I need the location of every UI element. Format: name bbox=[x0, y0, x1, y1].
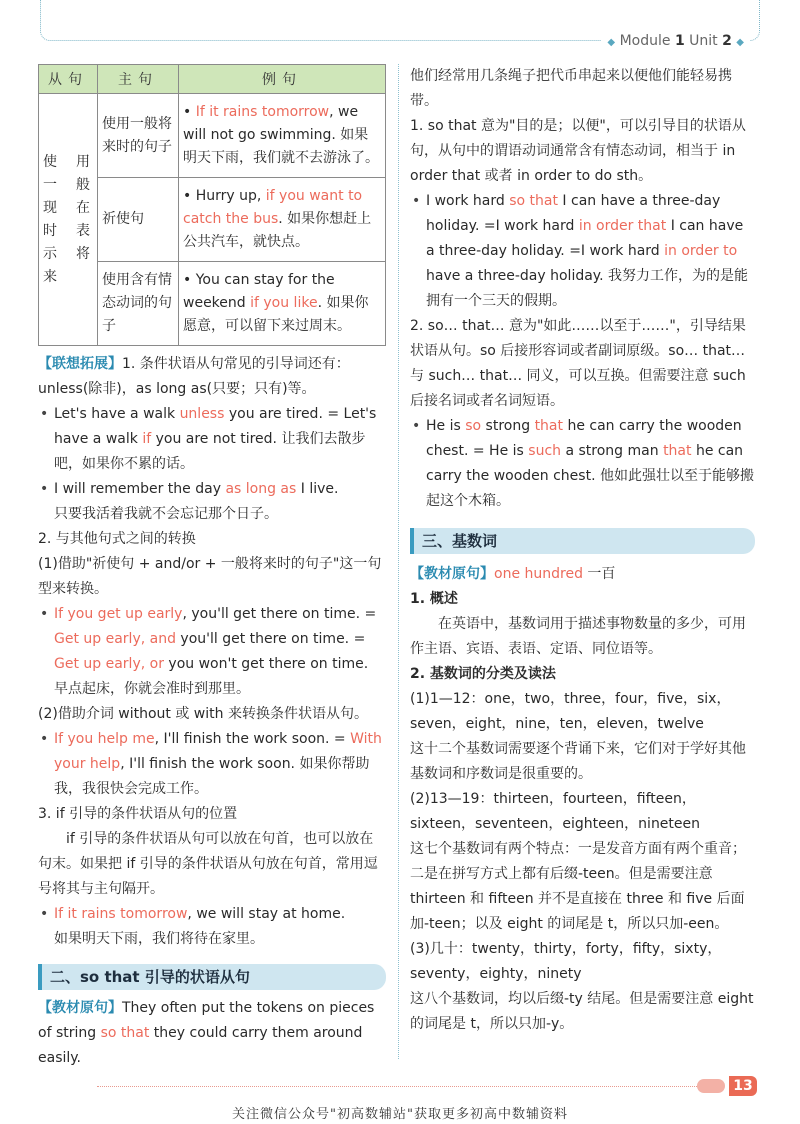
paragraph: 这十二个基数词需要逐个背诵下来，它们对于学好其他基数词和序数词是很重要的。 bbox=[410, 741, 746, 782]
example-item: • If you help me, I'll finish the work soon. = With your help, I'll finish the work soon. 如果你帮助我，我很快会完成工作。 bbox=[38, 727, 386, 802]
example-cell: • If it rains tomorrow, we will not go swimming. 如果明天下雨，我们就不去游泳了。 bbox=[179, 94, 386, 178]
source-sentence: 【教材原句】They often put the tokens on pieces of string so that they could carry them around easily. bbox=[38, 1000, 375, 1066]
column-divider bbox=[398, 64, 399, 1059]
example-cell: • Hurry up, if you want to catch the bus. 如果你想赶上公共汽车，就快点。 bbox=[179, 178, 386, 262]
example-item: • He is so strong that he can carry the wooden chest. = He is such a strong man that he can carry the wooden chest. 他如此强壮以至于能够搬起这个木箱。 bbox=[410, 414, 755, 514]
page-number: 13 bbox=[729, 1076, 757, 1096]
leaf-icon bbox=[697, 1079, 725, 1093]
point-heading: 3. if 引导的条件状语从句的位置 bbox=[38, 806, 238, 822]
section-heading: 三、基数词 bbox=[410, 528, 755, 554]
clause-cell: 使用一般现在时表示将来 bbox=[39, 94, 98, 346]
extension-note: 【联想拓展】1. 条件状语从句常见的引导词还有：unless(除非)，as long as(只要；只有)等。 bbox=[38, 356, 350, 397]
main-clause-cell: 使用一般将来时的句子 bbox=[98, 94, 179, 178]
paragraph: 这七个基数词有两个特点：一是发音方面有两个重音；二是在拼写方式上都有后缀-teen。但是需要注意 thirteen 和 fifteen 并不是直接在 three 和 five 后面加-teen；以及 eight 的词尾是 t，所以只加-een。 bbox=[410, 841, 746, 932]
example-item: • I will remember the day as long as I live. bbox=[38, 477, 386, 502]
table-header: 从句 bbox=[39, 65, 98, 94]
example-item: • If it rains tomorrow, we will stay at home. bbox=[38, 902, 386, 927]
footer-note: 关注微信公众号"初高数辅站"获取更多初高中数辅资料 bbox=[232, 1107, 568, 1122]
grammar-table bbox=[38, 64, 386, 346]
left-column bbox=[38, 64, 386, 1071]
paragraph: (1)1—12：one，two，three，four，five，six，seven，eight，nine，ten，eleven，twelve bbox=[410, 691, 731, 732]
main-clause-cell: 使用含有情态动词的句子 bbox=[98, 262, 179, 346]
paragraph: (3)几十：twenty，thirty，forty，fifty，sixty，seventy，eighty，ninety bbox=[410, 941, 722, 982]
table-header: 主句 bbox=[98, 65, 179, 94]
divider bbox=[97, 1086, 697, 1087]
source-sentence: 【教材原句】one hundred 一百 bbox=[410, 566, 616, 582]
point-text: if 引导的条件状语从句可以放在句首，也可以放在句末。如果把 if 引导的条件状语从句放在句首，常用逗号将其与主句隔开。 bbox=[38, 831, 378, 897]
point-text: (1)借助"祈使句 + and/or + 一般将来时的句子"这一句型来转换。 bbox=[38, 556, 382, 597]
example-translation: 如果明天下雨，我们将待在家里。 bbox=[54, 931, 264, 947]
sub-heading: 1. 概述 bbox=[410, 591, 458, 607]
paragraph: 这八个基数词，均以后缀-ty 结尾。但是需要注意 eight 的词尾是 t，所以只加-y。 bbox=[410, 991, 754, 1032]
point-text: 2. so… that… 意为"如此……以至于……"，引导结果状语从句。so 后接形容词或者副词原级。so… that… 与 such… that… 同义，可以互换。但需要注意 such 后接名词或者名词短语。 bbox=[410, 318, 746, 409]
module-unit-label: ◆ Module 1 Unit 2 ◆ bbox=[601, 33, 750, 49]
example-item: • If you get up early, you'll get there on time. = Get up early, and you'll get there on time. = Get up early, or you won't get there on time. 早点起床，你就会准时到那里。 bbox=[38, 602, 386, 702]
example-cell: • You can stay for the weekend if you like. 如果你愿意，可以留下来过周末。 bbox=[179, 262, 386, 346]
paragraph: (2)13—19：thirteen，fourteen，fifteen，sixteen，seventeen，eighteen，nineteen bbox=[410, 791, 701, 832]
example-item: • I work hard so that I can have a three-day holiday. =I work hard in order that I can have a three-day holiday. =I work hard in order to have a three-day holiday. 我努力工作，为的是能拥有一个三天的假期。 bbox=[410, 189, 755, 314]
section-heading: 二、so that 引导的状语从句 bbox=[38, 964, 386, 990]
point-text: (2)借助介词 without 或 with 来转换条件状语从句。 bbox=[38, 706, 368, 722]
right-column bbox=[410, 64, 755, 1037]
bullet-icon: ◆ bbox=[607, 37, 616, 48]
main-clause-cell: 祈使句 bbox=[98, 178, 179, 262]
table-header: 例句 bbox=[179, 65, 386, 94]
example-item: • Let's have a walk unless you are tired. = Let's have a walk if you are not tired. 让我们去散步吧，如果你不累的话。 bbox=[38, 402, 386, 477]
bullet-icon: ◆ bbox=[736, 37, 744, 48]
sub-heading: 2. 基数词的分类及读法 bbox=[410, 666, 556, 682]
page-number-badge bbox=[697, 1076, 757, 1096]
example-translation: 只要我活着我就不会忘记那个日子。 bbox=[54, 506, 278, 522]
paragraph: 在英语中，基数词用于描述事物数量的多少，可用作主语、宾语、表语、定语、同位语等。 bbox=[410, 616, 746, 657]
point-heading: 2. 与其他句式之间的转换 bbox=[38, 531, 196, 547]
source-translation: 他们经常用几条绳子把代币串起来以便他们能轻易携带。 bbox=[410, 68, 732, 109]
point-text: 1. so that 意为"目的是；以便"，可以引导目的状语从句，从句中的谓语动词通常含有情态动词，相当于 in order that 或者 in order to do sth。 bbox=[410, 118, 746, 184]
